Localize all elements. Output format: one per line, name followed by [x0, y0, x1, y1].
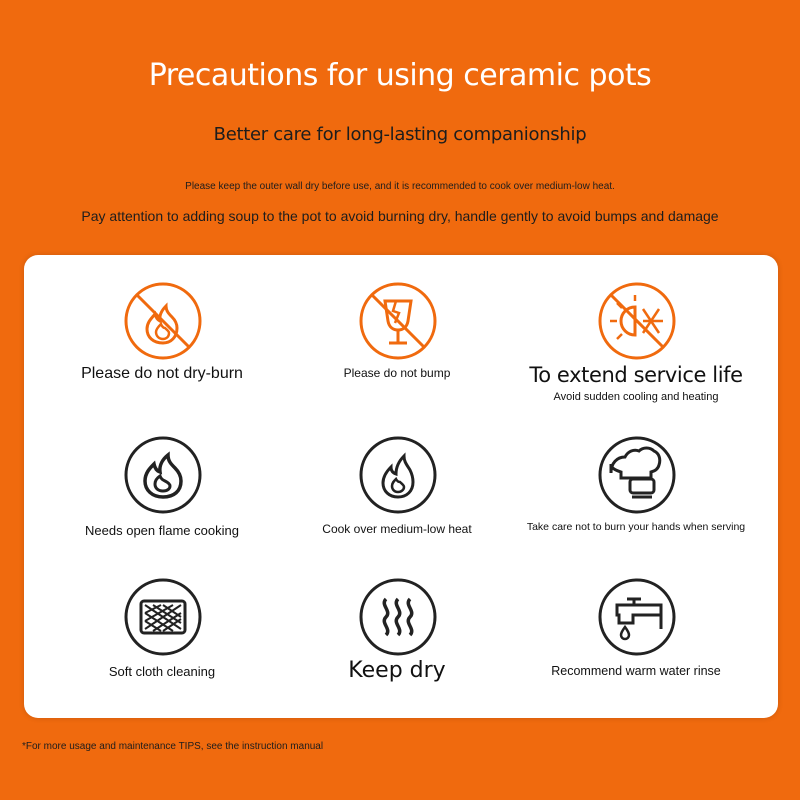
precaution-label: Cook over medium-low heat: [322, 522, 472, 536]
usage-note-large: Pay attention to adding soup to the pot to avoid burning dry, handle gently to avoid bumps and damage: [81, 208, 719, 224]
faucet-icon: [597, 577, 677, 657]
precaution-label: Keep dry: [348, 658, 446, 683]
usage-note-small: Please keep the outer wall dry before use, and it is recommended to cook over medium-low heat.: [185, 181, 615, 192]
precaution-label: Soft cloth cleaning: [108, 664, 216, 679]
footnote: *For more usage and maintenance TIPS, see the instruction manual: [22, 741, 324, 752]
flame-icon: [123, 435, 203, 515]
precaution-label: Please do not dry-burn: [81, 365, 243, 382]
page-title: Precautions for using ceramic pots: [148, 58, 652, 93]
page-subtitle: Better care for long-lasting companionship: [213, 124, 587, 145]
precaution-label: Please do not bump: [343, 366, 451, 380]
precaution-label: To extend service life: [529, 363, 743, 387]
precaution-label: Recommend warm water rinse: [551, 664, 721, 678]
no-sun-snowflake-icon: [597, 281, 677, 361]
precaution-sublabel: Avoid sudden cooling and heating: [553, 391, 719, 403]
precautions-card: [24, 255, 778, 718]
precaution-label: Needs open flame cooking: [85, 523, 239, 538]
no-fire-icon: [123, 281, 203, 361]
oven-mitt-icon: [597, 435, 677, 515]
precaution-label: Take care not to burn your hands when serving: [526, 521, 746, 533]
no-fragile-glass-icon: [358, 281, 438, 361]
low-flame-icon: [358, 435, 438, 515]
cloth-icon: [123, 577, 203, 657]
steam-waves-icon: [358, 577, 438, 657]
